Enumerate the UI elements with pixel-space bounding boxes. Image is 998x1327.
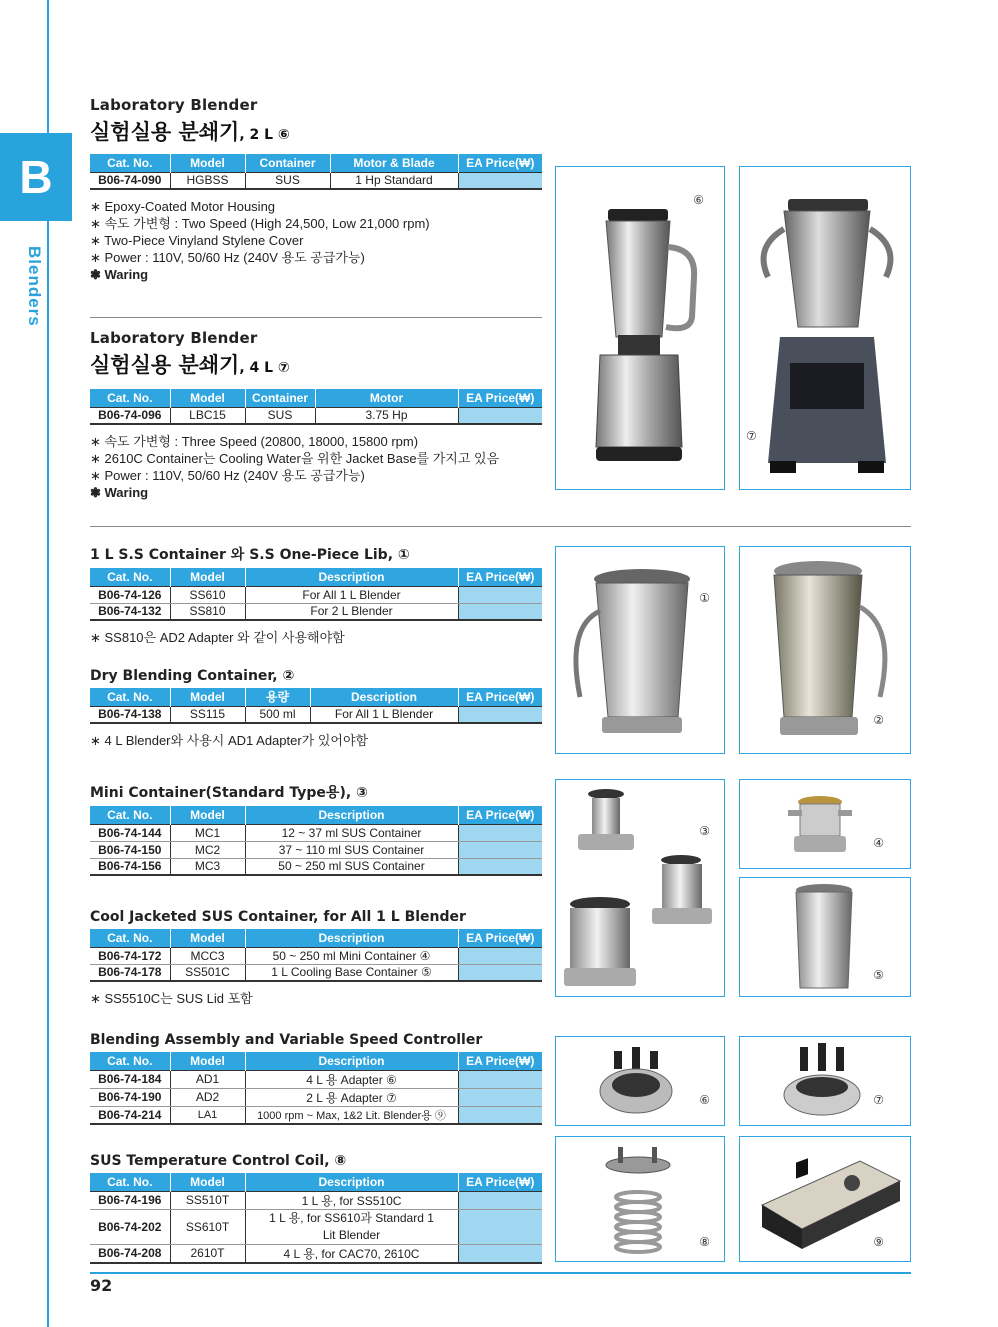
col-header: Motor & Blade xyxy=(330,154,458,172)
section-title: Cool Jacketed SUS Container, for All 1 L Blender xyxy=(90,909,466,925)
table-row: B06-74-214 LA1 1000 rpm ~ Max, 1&2 Lit. Blender용 ⑨ xyxy=(90,1106,542,1124)
section-blending-assembly xyxy=(90,1032,542,1125)
adapter-ad1-image xyxy=(556,1037,726,1127)
photo-blender-2l: ⑥ xyxy=(555,166,725,490)
section-title-kr: 실험실용 분쇄기, 4 L ⑦ xyxy=(90,353,290,377)
divider xyxy=(90,317,542,318)
photo-speed-controller: ⑨ xyxy=(739,1136,911,1262)
col-header: Cat. No. xyxy=(90,154,170,172)
section-title: SUS Temperature Control Coil, ⑧ xyxy=(90,1153,347,1169)
table-row: B06-74-090 HGBSS SUS 1 Hp Standard xyxy=(90,172,542,189)
photo-cooling-base: ⑤ xyxy=(739,877,911,997)
table-row: B06-74-138 SS115 500 ml For All 1 L Blender xyxy=(90,706,542,723)
photo-mini-cool-container: ④ xyxy=(739,779,911,869)
footer-line xyxy=(90,1272,911,1274)
section-title-kr: 실험실용 분쇄기, 2 L ⑥ xyxy=(90,120,290,144)
photo-mini-containers: ③ xyxy=(555,779,725,997)
notes: ∗ 속도 가변형 : Three Speed (20800, 18000, 15800 rpm) ∗ 2610C Container는 Cooling Water을 위한 Jacket Base를 가지고 있음 ∗ Power : 110V, 50/60 Hz (240V 용도 공급가능) ❃ Waring xyxy=(90,433,542,501)
section-ss-container xyxy=(90,544,542,646)
table-row: B06-74-150 MC2 37 ~ 110 ml SUS Container xyxy=(90,841,542,858)
product-table xyxy=(90,154,542,190)
divider xyxy=(90,526,911,527)
page-number: 92 xyxy=(90,1276,113,1295)
product-table: Cat. No. Model Description EA Price(₩) B06-74-126 SS610 For All 1 L Blender B06-74-132 SS810 For 2 L Blender xyxy=(90,568,542,621)
section-letter-tab: B xyxy=(0,133,72,221)
product-table: Cat. No. Model Description EA Price(₩) B06-74-144 MC1 12 ~ 37 ml SUS Container B06-74-150 MC2 37 ~ 110 ml SUS Container B06-74-156 MC3 50 ~ 250 ml SUS Container xyxy=(90,806,542,876)
photo-temp-coil: ⑧ xyxy=(555,1136,725,1262)
section-title: Dry Blending Container, ② xyxy=(90,668,295,684)
blender-2l-image xyxy=(556,167,726,491)
section-lab-blender-4l xyxy=(90,329,542,501)
photo-adapter-ad2: ⑦ xyxy=(739,1036,911,1126)
dry-container-image xyxy=(740,547,912,755)
notes: ∗ SS5510C는 SUS Lid 포함 xyxy=(90,991,253,1006)
table-row: B06-74-156 MC3 50 ~ 250 ml SUS Container xyxy=(90,858,542,875)
price-cell xyxy=(458,172,542,189)
speed-controller-image xyxy=(740,1137,912,1263)
mini-cool-container-image xyxy=(740,780,912,870)
ss-container-image xyxy=(556,547,726,755)
table-row: B06-74-202 SS610T 1 L 용, for SS610과 Standard 1 Lit Blender xyxy=(90,1209,542,1244)
product-table: Cat. No. Model 용량 Description EA Price(₩) B06-74-138 SS115 500 ml For All 1 L Blender xyxy=(90,688,542,724)
brand-label: ❃ Waring xyxy=(90,267,149,282)
section-title-en: Laboratory Blender xyxy=(90,96,258,114)
adapter-ad2-image xyxy=(740,1037,912,1127)
table-row: B06-74-096 LBC15 SUS 3.75 Hp xyxy=(90,407,542,424)
product-table: Cat. No. Model Container Motor EA Price(₩) B06-74-096 LBC15 SUS 3.75 Hp xyxy=(90,389,542,425)
photo-blender-4l: ⑦ xyxy=(739,166,911,490)
product-table: Cat. No. Model Description EA Price(₩) B06-74-196 SS510T 1 L 용, for SS510C B06-74-202 SS610T 1 L 용, for SS610과 Standard 1 Lit Blender B06-74-208 2610T 4 L 용, for CAC70, 2610C xyxy=(90,1173,542,1264)
col-header: Model xyxy=(170,154,245,172)
table-row: B06-74-208 2610T 4 L 용, for CAC70, 2610C xyxy=(90,1244,542,1263)
section-cool-jacketed xyxy=(90,909,542,1007)
product-table: Cat. No. Model Description EA Price(₩) B06-74-172 MCC3 50 ~ 250 ml Mini Container ④ B06-74-178 SS501C 1 L Cooling Base Container ⑤ xyxy=(90,929,542,982)
section-label: Blenders xyxy=(25,246,44,327)
section-title: Mini Container(Standard Type용), ③ xyxy=(90,785,368,801)
blender-4l-image xyxy=(740,167,912,491)
section-dry-blending xyxy=(90,668,542,749)
table-row: B06-74-144 MC1 12 ~ 37 ml SUS Container xyxy=(90,824,542,841)
section-title: Blending Assembly and Variable Speed Controller xyxy=(90,1032,483,1048)
section-title-en: Laboratory Blender xyxy=(90,329,258,347)
table-row: B06-74-132 SS810 For 2 L Blender xyxy=(90,603,542,620)
col-header: Container xyxy=(245,154,330,172)
notes: ∗ Epoxy-Coated Motor Housing ∗ 속도 가변형 : Two Speed (High 24,500, Low 21,000 rpm) ∗ Two-Piece Vinyland Stylene Cover ∗ Power : 110V, 50/60 Hz (240V 용도 공급가능) ❃ Waring xyxy=(90,198,542,283)
photo-adapter-ad1: ⑥ xyxy=(555,1036,725,1126)
table-row: B06-74-172 MCC3 50 ~ 250 ml Mini Container ④ xyxy=(90,947,542,964)
photo-ss-container: ① xyxy=(555,546,725,754)
mini-containers-image xyxy=(556,780,726,998)
section-lab-blender-2l xyxy=(90,96,542,283)
table-row: B06-74-196 SS510T 1 L 용, for SS510C xyxy=(90,1191,542,1209)
product-table: Cat. No. Model Description EA Price(₩) B06-74-184 AD1 4 L 용 Adapter ⑥ B06-74-190 AD2 2 L 용 Adapter ⑦ B06-74-214 LA1 1000 rpm ~ Max, 1&2 Lit. Blender용 ⑨ xyxy=(90,1052,542,1125)
table-row: B06-74-178 SS501C 1 L Cooling Base Container ⑤ xyxy=(90,964,542,981)
section-mini-container xyxy=(90,782,542,876)
brand-label: ❃ Waring xyxy=(90,485,149,500)
notes: ∗ SS810은 AD2 Adapter 와 같이 사용해야함 xyxy=(90,630,345,645)
table-row: B06-74-184 AD1 4 L 용 Adapter ⑥ xyxy=(90,1070,542,1088)
notes: ∗ 4 L Blender와 사용시 AD1 Adapter가 있어야함 xyxy=(90,733,369,748)
table-row: B06-74-126 SS610 For All 1 L Blender xyxy=(90,586,542,603)
photo-dry-container: ② xyxy=(739,546,911,754)
cooling-base-image xyxy=(740,878,912,998)
section-title: 1 L S.S Container 와 S.S One-Piece Lib, ① xyxy=(90,547,410,563)
col-header-price: EA Price(₩) xyxy=(458,154,542,172)
section-temp-coil xyxy=(90,1153,542,1264)
table-row: B06-74-190 AD2 2 L 용 Adapter ⑦ xyxy=(90,1088,542,1106)
